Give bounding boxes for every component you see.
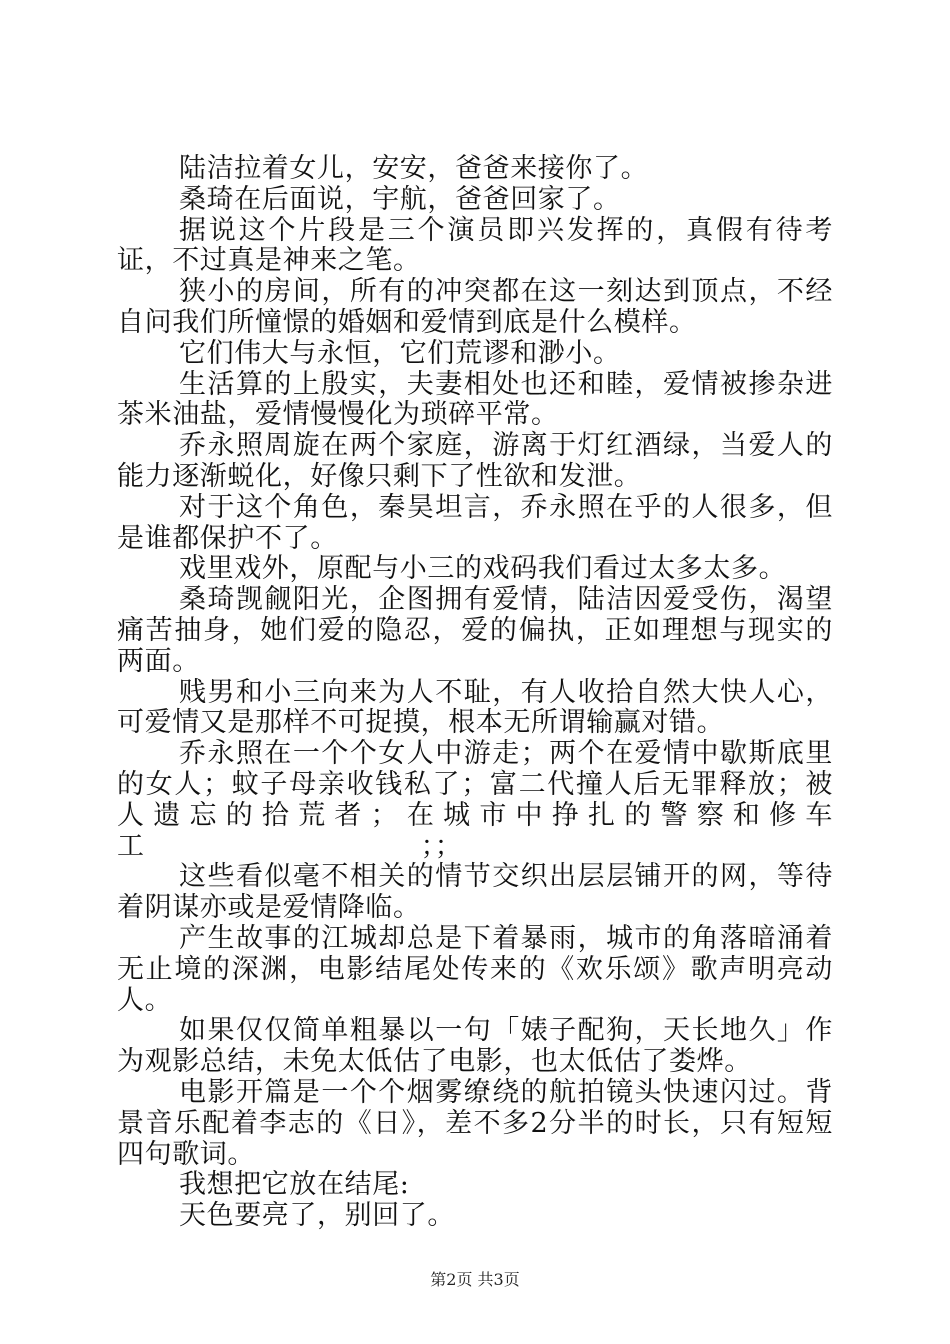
paragraph: 这些看似毫不相关的情节交织出层层铺开的网，等待着阴谋亦或是爱情降临。 (117, 861, 833, 924)
paragraph: 陆洁拉着女儿，安安，爸爸来接你了。 (179, 153, 649, 184)
paragraph: 电影开篇是一个个烟雾缭绕的航拍镜头快速闪过。背景音乐配着李志的《日》，差不多2分半的时长，只有短短四句歌词。 (117, 1076, 833, 1170)
paragraph: 乔永照在一个个女人中游走；两个在爱情中歇斯底里的女人；蚊子母亲收钱私了；富二代撞人后无罪释放；被人遗忘的拾荒者；在城市中挣扎的警察和修车工 ；； (117, 738, 833, 862)
paragraph: 乔永照周旋在两个家庭，游离于灯红酒绿，当爱人的能力逐渐蜕化，好像只剩下了性欲和发泄。 (117, 430, 833, 492)
paragraph: 天色要亮了，别回了。 (179, 1200, 455, 1232)
paragraph: 贱男和小三向来为人不耻，有人收拾自然大快人心，可爱情又是那样不可捉摸，根本无所谓输赢对错。 (117, 676, 833, 739)
paragraph: 桑琦在后面说，宇航，爸爸回家了。 (179, 183, 621, 215)
paragraph: 狭小的房间，所有的冲突都在这一刻达到顶点，不经自问我们所憧憬的婚姻和爱情到底是什么模样。 (117, 276, 833, 338)
paragraph: 戏里戏外，原配与小三的戏码我们看过太多太多。 (179, 553, 787, 585)
paragraph: 桑琦觊觎阳光，企图拥有爱情，陆洁因爱受伤，渴望痛苦抽身，她们爱的隐忍，爱的偏执，正如理想与现实的两面。 (117, 584, 833, 677)
page-footer: 第2页 共3页 (430, 1270, 520, 1289)
paragraph: 据说这个片段是三个演员即兴发挥的，真假有待考证，不过真是神来之笔。 (117, 214, 833, 277)
paragraph: 生活算的上殷实，夫妻相处也还和睦，爱情被掺杂进茶米油盐，爱情慢慢化为琐碎平常。 (117, 368, 833, 431)
paragraph: 它们伟大与永恒，它们荒谬和渺小。 (179, 337, 621, 369)
paragraph: 如果仅仅简单粗暴以一句「婊子配狗，天长地久」作为观影总结，未免太低估了电影，也太低估了娄烨。 (117, 1015, 833, 1078)
paragraph: 对于这个角色，秦昊坦言，乔永照在乎的人很多，但是谁都保护不了。 (117, 491, 833, 554)
paragraph: 我想把它放在结尾: (179, 1169, 410, 1201)
paragraph: 产生故事的江城却总是下着暴雨，城市的角落暗涌着无止境的深渊，电影结尾处传来的《欢乐颂》歌声明亮动人。 (117, 922, 833, 1016)
document-body (117, 154, 833, 1232)
